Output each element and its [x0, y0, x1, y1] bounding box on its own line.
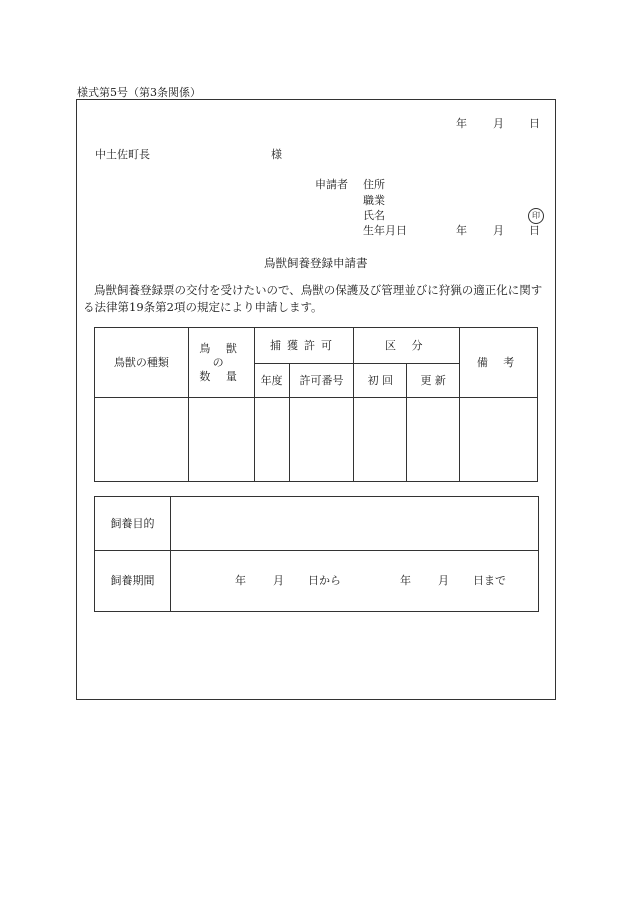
document-title: 鳥獣飼養登録申請書 — [264, 256, 368, 270]
cell-first[interactable] — [354, 398, 407, 482]
period-to-day: 日まで — [473, 574, 506, 587]
seal-icon: 印 — [528, 208, 544, 224]
applicant-occupation: 職業 — [363, 194, 385, 207]
col-species: 鳥獣の種類 — [95, 328, 189, 398]
addressee-name: 中土佐町長 — [95, 148, 150, 161]
col-remarks: 備 考 — [460, 328, 538, 398]
seal-mark — [528, 208, 544, 224]
body-text-content: 鳥獣飼養登録票の交付を受けたいので、鳥獣の保護及び管理並びに狩猟の適正化に関する法律第19条第2項の規定により申請します。 — [83, 283, 543, 314]
cell-permit-number[interactable] — [289, 398, 354, 482]
cell-quantity[interactable] — [188, 398, 254, 482]
birth-day: 日 — [529, 224, 540, 237]
col-quantity — [188, 328, 254, 398]
sub-permit-number: 許可番号 — [289, 364, 354, 398]
cell-renewal[interactable] — [407, 398, 460, 482]
period-to-month: 月 — [438, 574, 449, 587]
purpose-label: 飼養目的 — [95, 497, 171, 551]
body-text — [83, 282, 553, 316]
col-capture-permit: 捕獲許可 — [254, 328, 354, 364]
sub-renewal: 更 新 — [407, 364, 460, 398]
date-day: 日 — [529, 117, 540, 130]
period-cell[interactable] — [171, 551, 539, 612]
applicant-birthdate: 生年月日 — [363, 224, 407, 237]
sub-first: 初 回 — [354, 364, 407, 398]
addressee-honorific: 様 — [271, 148, 282, 161]
birth-year: 年 — [456, 224, 467, 237]
purpose-table — [94, 496, 539, 612]
purpose-cell[interactable] — [171, 497, 539, 551]
form-number: 様式第5号（第3条関係） — [77, 86, 201, 99]
cell-remarks[interactable] — [460, 398, 538, 482]
period-label: 飼養期間 — [95, 551, 171, 612]
period-from-day: 日から — [308, 574, 341, 587]
date-month: 月 — [493, 117, 504, 130]
applicant-label: 申請者 — [315, 178, 348, 191]
application-form — [76, 99, 556, 700]
birth-month: 月 — [493, 224, 504, 237]
col-quantity-line1: 鳥 獣 の — [199, 341, 243, 369]
species-table — [94, 327, 538, 482]
date-year: 年 — [456, 117, 467, 130]
sub-year: 年度 — [254, 364, 289, 398]
applicant-address: 住所 — [363, 178, 385, 191]
period-from-year: 年 — [235, 574, 246, 587]
col-quantity-line2: 数 量 — [199, 369, 243, 383]
period-to-year: 年 — [400, 574, 411, 587]
col-category: 区 分 — [354, 328, 460, 364]
period-from-month: 月 — [273, 574, 284, 587]
cell-species[interactable] — [95, 398, 189, 482]
applicant-name: 氏名 — [363, 209, 385, 222]
cell-year[interactable] — [254, 398, 289, 482]
